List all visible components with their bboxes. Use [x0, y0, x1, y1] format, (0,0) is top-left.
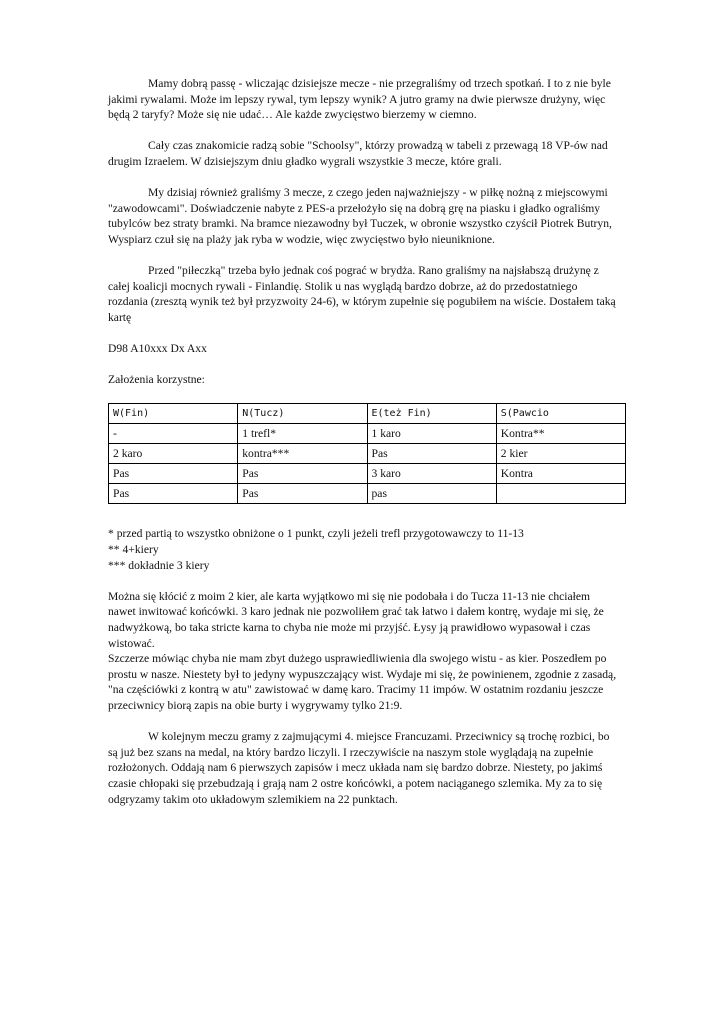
bidding-table	[108, 403, 626, 504]
paragraph-intro: Mamy dobrą passę - wliczając dzisiejsze mecze - nie przegraliśmy od trzech spotkań. I to z nie byle jakimi rywalami. Może im lepszy rywal, tym lepszy wynik? A jutro gramy na dwie pierwsze drużyny, więc będą 2 taryfy? Może się nie udać… Ale każde zwycięstwo bierzemy w ciemno.	[108, 77, 611, 122]
bid-cell: kontra***	[238, 444, 367, 464]
bidding-header-row	[109, 404, 626, 424]
footnote: *** dokładnie 3 kiery	[108, 558, 210, 572]
bidding-row	[109, 464, 626, 484]
bid-cell: Pas	[238, 464, 367, 484]
bid-cell: 3 karo	[367, 464, 496, 484]
bid-cell	[496, 484, 625, 504]
header-north: N(Tucz)	[238, 404, 367, 424]
bid-cell: Kontra	[496, 464, 625, 484]
bidding-row	[109, 484, 626, 504]
bid-cell: 1 trefl*	[238, 424, 367, 444]
footnotes	[108, 526, 618, 573]
bid-cell: Pas	[109, 484, 238, 504]
bidding-row	[109, 424, 626, 444]
header-east: E(też Fin)	[367, 404, 496, 424]
bid-cell: 2 kier	[496, 444, 625, 464]
bid-cell: Kontra**	[496, 424, 625, 444]
bid-cell: 1 karo	[367, 424, 496, 444]
header-west: W(Fin)	[109, 404, 238, 424]
paragraph-football: My dzisiaj również graliśmy 3 mecze, z czego jeden najważniejszy - w piłkę nożną z miejscowymi "zawodowcami". Doświadczenie nabyte z PES-a przełożyło się na dobrą grę na piasku i gładko ograliśmy tubylców bez straty bramki. Na bramce niezawodny był Tuczek, w obronie wszystko czyścił Piotrek Butryn, Wyspiarz czuł się na plaży jak ryba w wodzie, więc zwycięstwo było nieuniknione.	[108, 186, 612, 246]
document-page	[108, 76, 618, 823]
paragraph-france: W kolejnym meczu gramy z zajmującymi 4. miejsce Francuzami. Przeciwnicy są trochę rozbici, bo są już bez szans na medal, na który bardzo liczyli. I rzeczywiście na naszym stole wyglądają na zupełnie rozłożonych. Oddają nam 6 pierwszych zapisów i mecz układa nam się bardzo dobrze. Niestety, po jakimś czasie chłopaki się przebudzają i grają nam 2 ostre końcówki, a potem naciąganego szlemika. My za to się odgryzamy takim oto układowym szlemikiem na 22 punktach.	[108, 730, 610, 806]
hand-line: D98 A10xxx Dx Axx	[108, 342, 207, 356]
paragraph-schoolsy: Cały czas znakomicie radzą sobie "Schoolsy", którzy prowadzą w tabeli z przewagą 18 VP-ów nad drugim Izraelem. W dzisiejszym dniu gładko wygrali wszystkie 3 mecze, które grali.	[108, 139, 608, 168]
bid-cell: 2 karo	[109, 444, 238, 464]
bid-cell: pas	[367, 484, 496, 504]
bid-cell: -	[109, 424, 238, 444]
footnote: ** 4+kiery	[108, 543, 159, 557]
bidding-row	[109, 444, 626, 464]
paragraph-bidding-comment: Można się kłócić z moim 2 kier, ale karta wyjątkowo mi się nie podobała i do Tucza 11-13 nie chciałem nawet inwitować końcówki. 3 karo jednak nie pozwoliłem grać tak łatwo i dałem kontrę, wydaje mi się, że nadwyżkową, bo taka stricte karna to chyba nie może mi przyjść. Łysy ją prawidłowo wypasował i czas wistować.	[108, 589, 604, 650]
bid-cell: Pas	[367, 444, 496, 464]
paragraph-finland: Przed "piłeczką" trzeba było jednak coś pograć w brydża. Rano graliśmy na najsłabszą drużynę z całej koalicji mocnych rywali - Finlandię. Stolik u nas wyglądą bardzo dobrze, aż do przedostatniego rozdania (zresztą wynik też był przyzwoity 24-6), w którym zupełnie się pogubiłem na wiście. Dostałem taką kartę	[108, 264, 616, 324]
vulnerability-line: Założenia korzystne:	[108, 373, 205, 387]
header-south: S(Pawcio	[496, 404, 625, 424]
footnote: * przed partią to wszystko obniżone o 1 punkt, czyli jeżeli trefl przygotowawczy to 11-13	[108, 527, 524, 541]
paragraph-lead-comment: Szczerze mówiąc chyba nie mam zbyt dużego usprawiedliwienia dla swojego wistu - as kier. Poszedłem po prostu w nasze. Niestety był to jedyny wypuszczający wist. Wydaje mi się, że powinienem, zgodnie z zasadą, "na częściówki z kontrą w atu" zawistować w damę karo. Tracimy 11 impów. W ostatnim rozdaniu jeszcze przeciwnicy biorą zapis na obie burty i wygrywamy tylko 21:9.	[108, 652, 617, 712]
bid-cell: Pas	[238, 484, 367, 504]
bid-cell: Pas	[109, 464, 238, 484]
